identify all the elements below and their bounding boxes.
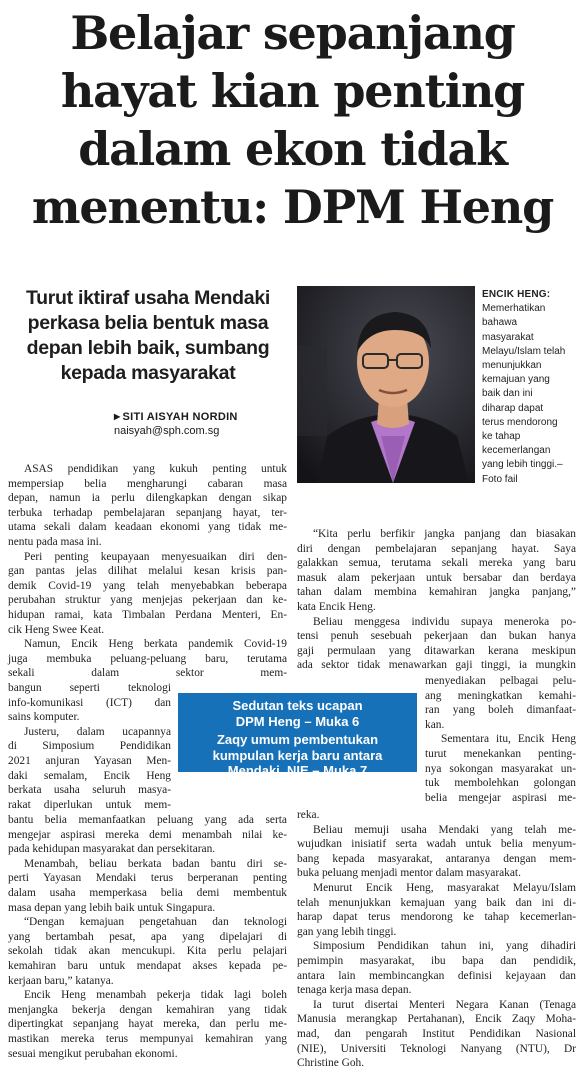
article-line: mempersiap belia mengharungi cabaran masa <box>8 477 287 490</box>
byline <box>114 410 238 438</box>
article-line: mastikan mereka terus mempunyai kemahiran yang <box>8 1032 287 1045</box>
article-line: Menurut Encik Heng, masyarakat Melayu/Islam <box>313 881 576 894</box>
headline-line: menentu: DPM Heng <box>31 180 554 234</box>
related-story-line: kumpulan kerja baru antara <box>212 747 383 763</box>
subheadline <box>10 286 286 386</box>
article-line: info-komunikasi (ICT) dan <box>8 696 171 709</box>
headline-line: Belajar sepanjang <box>70 6 515 60</box>
article-line: menjangka bekerja dengan kemahiran yang tidak <box>8 1003 287 1016</box>
caption-line: diharap dapat <box>482 402 544 414</box>
article-column-left-top <box>8 462 287 681</box>
article-line: cik Heng Swee Keat. <box>8 623 105 636</box>
article-line: daki semalam, Encik Heng <box>8 769 171 782</box>
article-line: Beliau memuji usaha Mendaki yang telah me- <box>313 823 576 836</box>
subheadline-line: perkasa belia bentuk masa <box>27 312 269 334</box>
caption-line: Memerhatikan <box>482 303 546 315</box>
article-line: diri dengan pembelajaran sepanjang hayat. Saya <box>297 542 576 555</box>
article-line: kerjaan baru,” katanya. <box>8 974 114 987</box>
subheadline-line: kepada masyarakat <box>60 362 236 384</box>
article-line: telah menunjukkan kemajuan yang baik dan ini di- <box>297 896 576 909</box>
caption-line: masyarakat <box>482 331 534 343</box>
article-line: dalam usaha memperkasa belia demi membentuk <box>8 886 287 899</box>
caption-line: yang lebih tinggi.– <box>482 459 563 471</box>
article-line: juga membuka peluang-peluang baru, terutama <box>8 652 287 665</box>
subheadline-line: depan lebih baik, sumbang <box>26 337 270 359</box>
related-story-line: Sedutan teks ucapan <box>232 698 363 713</box>
article-column-left-narrow <box>8 681 171 812</box>
related-story-line: DPM Heng – Muka 6 <box>235 713 360 729</box>
article-line: antara lain membincangkan definisi kejayaan dan <box>297 969 576 982</box>
article-line: nya sokongan masyarakat un- <box>425 762 576 775</box>
related-story-line: Zaqy umum pembentukan <box>216 732 379 747</box>
article-line: Justeru, dalam ucapannya <box>24 725 171 738</box>
headline-line: dalam ekon tidak <box>78 122 507 176</box>
article-column-right-bottom <box>297 808 576 1071</box>
article-line: “Kita perlu berfikir jangka panjang dan biasakan <box>313 528 576 540</box>
article-line: sesuai mengikut perubahan ekonomi. <box>8 1047 178 1060</box>
caption-line: terus mendorong <box>482 416 558 428</box>
related-story-line: Mendaki, NIE – Muka 7 <box>227 763 368 778</box>
caption-line: kecemerlangan <box>482 445 551 457</box>
caption-heading: ENCIK HENG: <box>482 289 551 300</box>
article-line: dipertingkat sepanjang hayat mereka, dan perlu me- <box>8 1018 287 1031</box>
headline-line: hayat kian penting <box>60 64 525 118</box>
article-line: rakat diperlukan untuk mem- <box>8 798 171 811</box>
byline-email: naisyah@sph.com.sg <box>114 425 220 437</box>
article-line: ang meningkatkan kemahi- <box>425 689 576 702</box>
article-line: masuk alam pekerjaan untuk bersabar dan berdaya <box>297 571 576 584</box>
article-line: masa depan yang lebih baik untuk Singapura. <box>8 901 216 914</box>
article-line: Manusia merangkap Pertahanan), Encik Zaqy Moha- <box>297 1013 576 1026</box>
article-line: ada sektor tidak menawarkan gaji tinggi, ia mungkin <box>297 659 576 672</box>
article-line: ran yang boleh dimanfaat- <box>425 704 576 717</box>
caption-line: baik dan ini <box>482 388 533 400</box>
article-line: yang bertambah pesat, apa yang dipelajari di <box>8 930 287 943</box>
article-line: terbuka terhadap pembelajaran sepanjang hayat, ter- <box>8 506 287 519</box>
article-line: 2021 anjuran Yayasan Men- <box>8 754 171 767</box>
article-line: tahan dalam membina kemahiran jangka panjang,” <box>297 586 576 599</box>
article-line: wujudkan inisiatif serta wadah untuk belia menyum- <box>297 838 576 851</box>
article-line: Simposium Pendidikan tahun ini, yang dihadiri <box>313 940 576 953</box>
article-line: Namun, Encik Heng berkata pandemik Covid-19 <box>24 638 287 651</box>
article-line: sekali dalam sektor mem- <box>8 667 287 680</box>
article-line: Encik Heng menambah pekerja tidak lagi boleh <box>24 989 287 1002</box>
article-column-left-bottom <box>8 813 287 1061</box>
article-line: ASAS pendidikan yang kukuh penting untuk <box>24 463 287 475</box>
article-line: gaji permulaan yang ditawarkan kerana meskipun <box>297 644 576 657</box>
subheadline-line: Turut iktiraf usaha Mendaki <box>25 287 270 309</box>
article-line: sains komputer. <box>8 711 80 724</box>
caption-line: Foto fail <box>482 473 518 485</box>
article-line: tenaga kerja masa depan. <box>297 984 412 997</box>
article-line: pemimpin masyarakat, ibu bapa dan pendidik, <box>297 954 576 967</box>
article-column-right-top <box>297 527 576 673</box>
article-column-right-narrow <box>425 674 576 805</box>
portrait-illustration <box>297 286 475 483</box>
article-line: di Simposium Pendidikan <box>8 740 171 753</box>
article-line: kata Encik Heng. <box>297 600 376 613</box>
article-line: menyediakan pelbagai pelu- <box>425 675 576 687</box>
article-line: galakkan semua, terutama sekali mereka yang baru <box>297 557 576 570</box>
article-line: sekolah tidak akan mencukupi. Kita perlu pelajari <box>8 945 287 958</box>
article-line: Sementara itu, Encik Heng <box>441 733 576 746</box>
article-line: hidupan ramai, kata Timbalan Perdana Menteri, En- <box>8 608 287 621</box>
article-line: bangun seperti teknologi <box>8 682 171 694</box>
article-line: Peri penting keupayaan menyesuaikan diri den- <box>24 550 287 563</box>
caption-line: ke tahap <box>482 431 521 443</box>
article-line: bang kepada masyarakat, antaranya dengan mem- <box>297 852 576 865</box>
article-line: (NIE), Universiti Teknologi Nanyang (NTU), Dr <box>297 1042 576 1055</box>
article-line: kan. <box>425 718 445 731</box>
article-line: turut menekankan penting- <box>425 747 576 760</box>
article-line: utama sekali dalam keadaan ekonomi yang tidak me- <box>8 521 287 534</box>
article-line: belia mengejar aspirasi me- <box>425 791 576 804</box>
caption-line: Melayu/Islam telah <box>482 345 566 357</box>
article-line: mad, dan pengarah Institut Pendidikan Nasional <box>297 1027 576 1040</box>
article-line: nentu pada masa ini. <box>8 535 102 548</box>
byline-author: ▶ SITI AISYAH NORDIN <box>114 410 238 424</box>
caption-line: bahawa <box>482 317 518 329</box>
caption-line: menunjukkan <box>482 360 542 372</box>
article-line: bantu belia memanfaatkan peluang yang ada serta <box>8 814 287 826</box>
headline <box>0 4 585 236</box>
article-line: pada kehidupan masyarakat dan persekitaran. <box>8 843 216 856</box>
article-line: reka. <box>297 809 320 821</box>
article-line: perubahan struktur yang menjejas pekerjaan dan ke- <box>8 594 287 607</box>
article-line: Ia turut disertai Menteri Negara Kanan (Tenaga <box>313 998 576 1011</box>
article-line: tensi penuh sesebuah pekerjaan dan bukan hanya <box>297 630 576 643</box>
article-line: demik Covid-19 yang telah menyebabkan beberapa <box>8 579 287 592</box>
article-line: buka peluang menjadi mentor dalam masyarakat. <box>297 867 521 880</box>
article-line: gan yang lebih tinggi. <box>297 925 397 938</box>
caption-line: kemajuan yang <box>482 374 550 386</box>
article-line: mengejar aspirasi mereka demi menambah nilai ke- <box>8 828 287 841</box>
article-line: gan pantas jelas dilihat melalui kesan krisis pan- <box>8 565 287 578</box>
related-stories-box <box>178 693 417 778</box>
article-line: perti Yayasan Mendaki terus berperanan penting <box>8 872 287 885</box>
article-line: Christine Goh. <box>297 1057 365 1070</box>
photo-caption <box>482 288 582 487</box>
article-line: kemahiran baru untuk mendapat akses kepada pe- <box>8 959 287 972</box>
article-line: berkata usaha seluruh masya- <box>8 784 171 797</box>
portrait-photo <box>297 286 475 483</box>
article-line: Menambah, beliau berkata badan bantu diri se- <box>24 857 287 870</box>
article-line: tuk membolehkan golongan <box>425 777 576 790</box>
article-line: depan, namun ia perlu dilengkapkan dengan sikap <box>8 492 287 505</box>
article-line: Beliau menggesa individu supaya meneroka po- <box>313 615 576 628</box>
article-line: “Dengan kemajuan pengetahuan dan teknologi <box>24 916 287 929</box>
article-line: harap dapat terus mendorong ke tahap kecemerlan- <box>297 911 576 924</box>
